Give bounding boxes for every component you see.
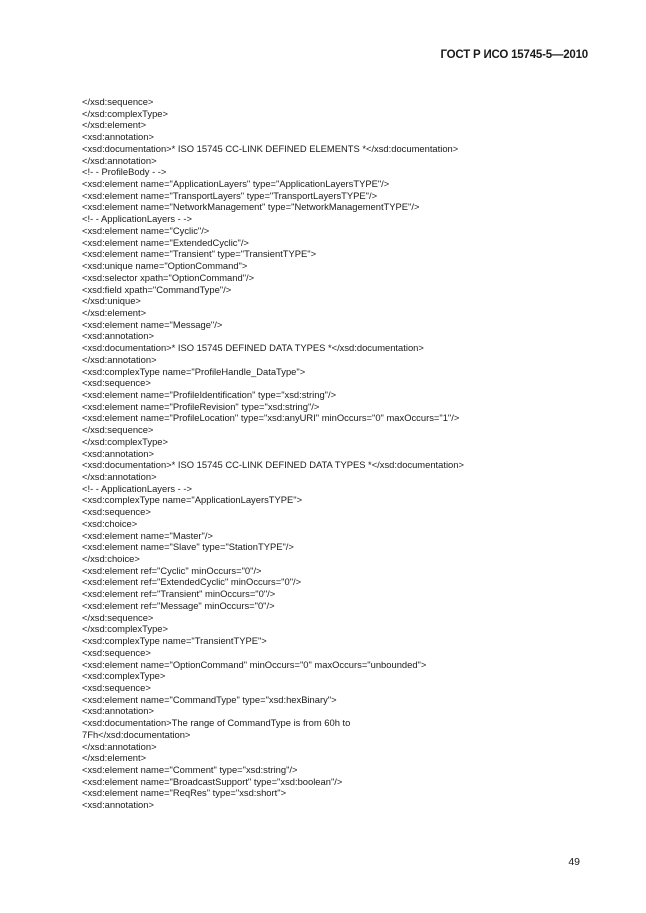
code-line: <!- - ApplicationLayers - ->	[82, 213, 192, 225]
code-line: <xsd:annotation>	[82, 131, 154, 143]
code-line: <xsd:element name="Message"/>	[82, 318, 223, 330]
code-line: <xsd:sequence>	[82, 681, 151, 693]
page-number: 49	[568, 856, 580, 868]
code-line: <xsd:element name="ReqRes" type="xsd:short">	[82, 787, 287, 799]
code-line: <xsd:documentation>* ISO 15745 DEFINED DATA TYPES *</xsd:documentation>	[82, 342, 424, 354]
code-line: </xsd:choice>	[82, 553, 140, 565]
code-line: <xsd:element ref="ExtendedCyclic" minOccurs="0"/>	[82, 576, 302, 588]
code-line: <xsd:unique name="OptionCommand">	[82, 260, 248, 272]
code-line: <xsd:annotation>	[82, 799, 154, 811]
code-line: <xsd:complexType name="ApplicationLayersTYPE">	[82, 494, 303, 506]
code-line: <xsd:element name="NetworkManagement" type="NetworkManagementTYPE"/>	[82, 201, 420, 213]
xsd-code-listing	[82, 96, 464, 811]
code-line: </xsd:element>	[82, 752, 147, 764]
code-line: </xsd:sequence>	[82, 611, 154, 623]
document-header: ГОСТ Р ИСО 15745-5—2010	[440, 49, 588, 61]
code-line: </xsd:annotation>	[82, 471, 157, 482]
code-line: <xsd:element name="ProfileIdentification" type="xsd:string"/>	[82, 388, 337, 400]
code-line: <xsd:annotation>	[82, 705, 154, 717]
code-line: </xsd:complexType>	[82, 623, 168, 635]
code-line: </xsd:sequence>	[82, 424, 154, 436]
code-line: <xsd:element name="ExtendedCyclic"/>	[82, 236, 249, 248]
code-line: <xsd:complexType name="TransientTYPE">	[82, 635, 267, 647]
code-line: <xsd:documentation>The range of CommandType is from 60h to	[82, 717, 351, 729]
code-line: <xsd:element name="ProfileLocation" type="xsd:anyURI" minOccurs="0" maxOccurs="1"/>	[82, 412, 460, 424]
code-line: <xsd:documentation>* ISO 15745 CC-LINK DEFINED ELEMENTS *</xsd:documentation>	[82, 142, 459, 154]
code-line: <xsd:element ref="Cyclic" minOccurs="0"/>	[82, 564, 262, 576]
code-line: <xsd:element name="BroadcastSupport" type="xsd:boolean"/>	[82, 775, 343, 787]
code-line: <xsd:complexType>	[82, 670, 166, 682]
code-line: <xsd:sequence>	[82, 506, 151, 518]
code-line: <xsd:element name="Master"/>	[82, 529, 213, 541]
code-line: <xsd:selector xpath="OptionCommand"/>	[82, 271, 255, 283]
code-line: <xsd:annotation>	[82, 330, 154, 342]
code-line: </xsd:element>	[82, 119, 147, 131]
code-line: </xsd:complexType>	[82, 435, 168, 447]
code-line: </xsd:element>	[82, 306, 147, 318]
code-line: <xsd:documentation>* ISO 15745 CC-LINK DEFINED DATA TYPES *</xsd:documentation>	[82, 459, 464, 471]
code-line: <xsd:element name="ProfileRevision" type="xsd:string"/>	[82, 400, 320, 412]
code-line: <xsd:element name="ApplicationLayers" type="ApplicationLayersTYPE"/>	[82, 178, 390, 190]
code-line: <xsd:element name="OptionCommand" minOccurs="0" maxOccurs="unbounded">	[82, 658, 427, 670]
code-line: <xsd:element ref="Message" minOccurs="0"/>	[82, 599, 275, 611]
code-line: <xsd:element ref="Transient" minOccurs="0"/>	[82, 588, 276, 600]
code-line: <!- - ProfileBody - ->	[82, 166, 167, 178]
code-line: </xsd:annotation>	[82, 154, 157, 166]
code-line: </xsd:annotation>	[82, 740, 157, 752]
code-line: <xsd:sequence>	[82, 646, 151, 658]
code-line: <!- - ApplicationLayers - ->	[82, 482, 192, 494]
code-line: </xsd:annotation>	[82, 353, 157, 365]
code-line: <xsd:field xpath="CommandType"/>	[82, 283, 232, 295]
code-line: <xsd:annotation>	[82, 447, 154, 459]
code-line: <xsd:choice>	[82, 517, 138, 529]
code-line: 7Fh</xsd:documentation>	[82, 728, 191, 740]
code-line: <xsd:element name="Comment" type="xsd:string"/>	[82, 763, 298, 775]
code-line: </xsd:complexType>	[82, 107, 168, 119]
code-line: <xsd:element name="TransportLayers" type="TransportLayersTYPE"/>	[82, 189, 378, 201]
code-line: <xsd:complexType name="ProfileHandle_DataType">	[82, 365, 306, 377]
code-line: <xsd:sequence>	[82, 377, 151, 389]
code-line: <xsd:element name="CommandType" type="xsd:hexBinary">	[82, 693, 337, 705]
code-line: <xsd:element name="Slave" type="StationTYPE"/>	[82, 541, 294, 553]
code-line: <xsd:element name="Transient" type="TransientTYPE">	[82, 248, 317, 260]
code-line: </xsd:unique>	[82, 295, 141, 307]
code-line: <xsd:element name="Cyclic"/>	[82, 224, 210, 236]
code-line: </xsd:sequence>	[82, 96, 154, 107]
